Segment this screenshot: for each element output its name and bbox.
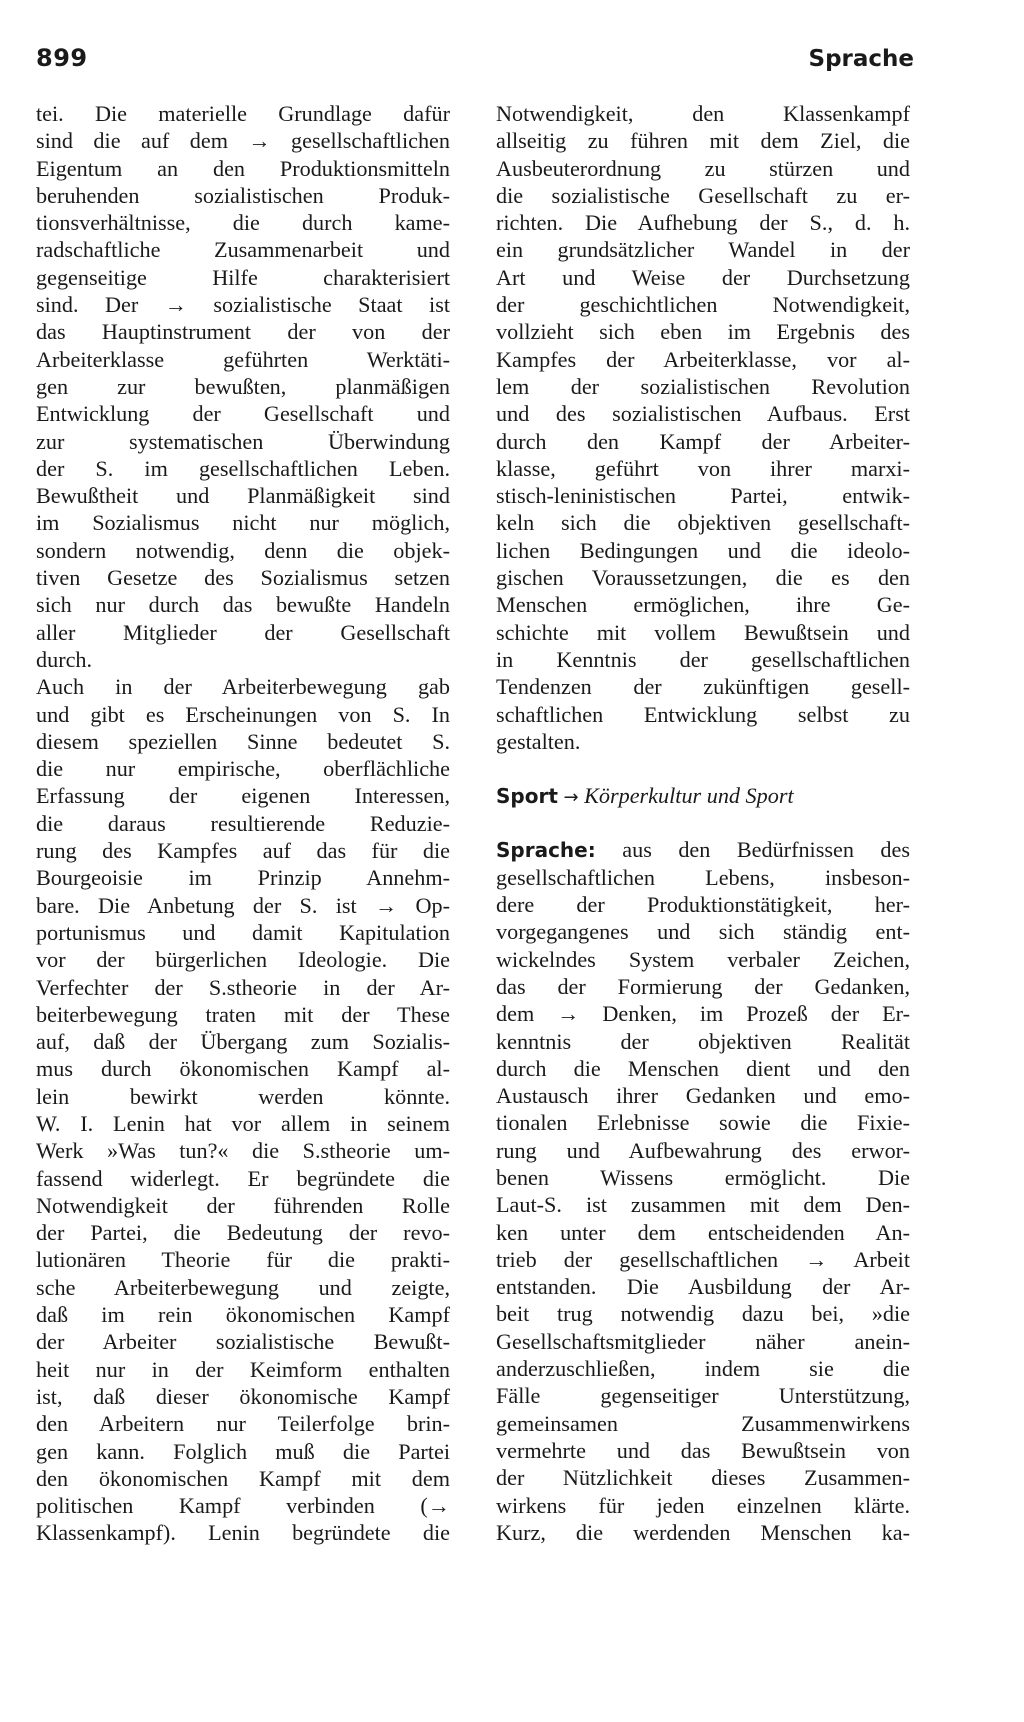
page-number: 899 bbox=[36, 44, 88, 72]
text-line: Menschen ermöglichen, ihre Ge- bbox=[496, 592, 910, 618]
text-line: gestalten. bbox=[496, 728, 581, 754]
text-line: der Arbeiter sozialistische Bewußt- bbox=[36, 1329, 450, 1355]
text-line: W. I. Lenin hat vor allem in seinem bbox=[36, 1110, 450, 1136]
text-line: die sozialistische Gesellschaft zu er- bbox=[496, 182, 910, 208]
text-line: stisch-leninistischen Partei, entwik- bbox=[496, 483, 910, 509]
text-line bbox=[496, 782, 910, 809]
text-line: sche Arbeiterbewegung und zeigte, bbox=[36, 1274, 450, 1300]
text-line: sind die auf dem → gesellschaftlichen bbox=[36, 128, 450, 154]
text-line: zur systematischen Überwindung bbox=[36, 428, 450, 454]
text-line: wickelndes System verbaler Zeichen, bbox=[496, 946, 910, 972]
text-line: daß im rein ökonomischen Kampf bbox=[36, 1302, 450, 1328]
text-line: gischen Voraussetzungen, die es den bbox=[496, 565, 910, 591]
text-line: den Arbeitern nur Teilerfolge brin- bbox=[36, 1411, 450, 1437]
text-line: beiterbewegung traten mit der These bbox=[36, 1001, 450, 1027]
text-line: Eigentum an den Produktionsmitteln bbox=[36, 155, 450, 181]
text-line: richten. Die Aufhebung der S., d. h. bbox=[496, 210, 910, 236]
text-line: Verfechter der S.stheorie in der Ar- bbox=[36, 974, 450, 1000]
text-line: sind. Der → sozialistische Staat ist bbox=[36, 292, 450, 318]
text-line: Bourgeoisie im Prinzip Annehm- bbox=[36, 865, 450, 891]
text-line: der S. im gesellschaftlichen Leben. bbox=[36, 455, 450, 481]
text-line: im Sozialismus nicht nur möglich, bbox=[36, 510, 450, 536]
text-line: politischen Kampf verbinden (→ bbox=[36, 1493, 450, 1519]
text-line: kenntnis der objektiven Realität bbox=[496, 1028, 910, 1054]
right-column bbox=[496, 100, 910, 1546]
text-line: fassend widerlegt. Er begründete die bbox=[36, 1165, 450, 1191]
text-line: Bewußtheit und Planmäßigkeit sind bbox=[36, 483, 450, 509]
text-line: schichte mit vollem Bewußtsein und bbox=[496, 619, 910, 645]
text-line: bare. Die Anbetung der S. ist → Op- bbox=[36, 892, 450, 918]
sprache-entry bbox=[496, 836, 910, 1546]
text-line: Tendenzen der zukünftigen gesell- bbox=[496, 674, 910, 700]
text-line: anderzuschließen, indem sie die bbox=[496, 1356, 910, 1382]
text-line: gen kann. Folglich muß die Partei bbox=[36, 1438, 450, 1464]
text-line: Entwicklung der Gesellschaft und bbox=[36, 401, 450, 427]
text-line: auf, daß der Übergang zum Sozialis- bbox=[36, 1029, 450, 1055]
text-line: gesellschaftlichen Lebens, insbeson- bbox=[496, 864, 910, 890]
text-line: lein bewirkt werden könnte. bbox=[36, 1083, 450, 1109]
text-line: portunismus und damit Kapitulation bbox=[36, 919, 450, 945]
text-line: der Nützlichkeit dieses Zusammen- bbox=[496, 1465, 910, 1491]
text-line: Werk »Was tun?« die S.stheorie um- bbox=[36, 1138, 450, 1164]
text-line: sich nur durch das bewußte Handeln bbox=[36, 592, 450, 618]
text-line: lutionären Theorie für die prakti- bbox=[36, 1247, 450, 1273]
text-line: der Partei, die Bedeutung der revo- bbox=[36, 1220, 450, 1246]
cross-reference-link[interactable]: Körperkultur und Sport bbox=[584, 783, 794, 809]
sport-headword: Sport bbox=[496, 784, 558, 809]
text-line: allseitig zu führen mit dem Ziel, die bbox=[496, 128, 910, 154]
text-line: Klassenkampf). Lenin begründete die bbox=[36, 1520, 450, 1546]
text-line: rung des Kampfes auf das für die bbox=[36, 838, 450, 864]
text-line: der geschichtlichen Notwendigkeit, bbox=[496, 292, 910, 318]
text-line: Ausbeuterordnung zu stürzen und bbox=[496, 155, 910, 181]
left-column bbox=[36, 100, 450, 1547]
text-line: radschaftliche Zusammenarbeit und bbox=[36, 237, 450, 263]
text-line: trieb der gesellschaftlichen → Arbeit bbox=[496, 1246, 910, 1272]
text-line: Art und Weise der Durchsetzung bbox=[496, 264, 910, 290]
text-line: heit nur in der Keimform enthalten bbox=[36, 1356, 450, 1382]
text-line: lichen Bedingungen und die ideolo- bbox=[496, 537, 910, 563]
text-line: ist, daß dieser ökonomische Kampf bbox=[36, 1383, 450, 1409]
text-line: Erfassung der eigenen Interessen, bbox=[36, 783, 450, 809]
text-line: das der Formierung der Gedanken, bbox=[496, 973, 910, 999]
text-line: tionsverhältnisse, die durch kame- bbox=[36, 210, 450, 236]
running-head: Sprache bbox=[808, 46, 914, 72]
text-line: diesem speziellen Sinne bedeutet S. bbox=[36, 728, 450, 754]
text-line: ken unter dem entscheidenden An- bbox=[496, 1219, 910, 1245]
sprache-headword: Sprache: bbox=[496, 838, 596, 863]
text-line: Kampfes der Arbeiterklasse, vor al- bbox=[496, 346, 910, 372]
text-line: durch die Menschen dient und den bbox=[496, 1055, 910, 1081]
text-line: aller Mitglieder der Gesellschaft bbox=[36, 619, 450, 645]
text-line: mus durch ökonomischen Kampf al- bbox=[36, 1056, 450, 1082]
text-line: gemeinsamen Zusammenwirkens bbox=[496, 1410, 910, 1436]
text-line: benen Wissens ermöglicht. Die bbox=[496, 1164, 910, 1190]
text-line: ein grundsätzlicher Wandel in der bbox=[496, 237, 910, 263]
text-line: Laut-S. ist zusammen mit dem Den- bbox=[496, 1192, 910, 1218]
text-line: vor der bürgerlichen Ideologie. Die bbox=[36, 947, 450, 973]
text-line: vermehrte und das Bewußtsein von bbox=[496, 1437, 910, 1463]
text-line: entstanden. Die Ausbildung der Ar- bbox=[496, 1274, 910, 1300]
text-line: beruhenden sozialistischen Produk- bbox=[36, 182, 450, 208]
text-line: in Kenntnis der gesellschaftlichen bbox=[496, 646, 910, 672]
text-line: Kurz, die werdenden Menschen ka- bbox=[496, 1519, 910, 1545]
text-line: dem → Denken, im Prozeß der Er- bbox=[496, 1001, 910, 1027]
text-line: lem der sozialistischen Revolution bbox=[496, 373, 910, 399]
text-line: Arbeiterklasse geführten Werktäti- bbox=[36, 346, 450, 372]
text-line: vorgegangenes und sich ständig ent- bbox=[496, 919, 910, 945]
arrow-right-icon: → bbox=[563, 787, 579, 809]
text-line: Sprache: aus den Bedürfnissen des bbox=[496, 837, 910, 863]
text-line: klasse, geführt von ihrer marxi- bbox=[496, 455, 910, 481]
text-line: keln sich die objektiven gesellschaft- bbox=[496, 510, 910, 536]
text-line: beit trug notwendig dazu bei, »die bbox=[496, 1301, 910, 1327]
text-line: sondern notwendig, denn die objek- bbox=[36, 537, 450, 563]
text-line: tionalen Erlebnisse sowie die Fixie- bbox=[496, 1110, 910, 1136]
text-line: und des sozialistischen Aufbaus. Erst bbox=[496, 401, 910, 427]
text-line: und gibt es Erscheinungen von S. In bbox=[36, 701, 450, 727]
text-line: dere der Produktionstätigkeit, her- bbox=[496, 892, 910, 918]
text-line: Notwendigkeit der führenden Rolle bbox=[36, 1192, 450, 1218]
text-line: die daraus resultierende Reduzie- bbox=[36, 810, 450, 836]
text-line: wirkens für jeden einzelnen klärte. bbox=[496, 1492, 910, 1518]
text-line: schaftlichen Entwicklung selbst zu bbox=[496, 701, 910, 727]
text-line: den ökonomischen Kampf mit dem bbox=[36, 1465, 450, 1491]
text-line: die nur empirische, oberflächliche bbox=[36, 756, 450, 782]
text-line: das Hauptinstrument der von der bbox=[36, 319, 450, 345]
text-line: Auch in der Arbeiterbewegung gab bbox=[36, 674, 450, 700]
text-line: Austausch ihrer Gedanken und emo- bbox=[496, 1083, 910, 1109]
text-line: gegenseitige Hilfe charakterisiert bbox=[36, 264, 450, 290]
text-line: tiven Gesetze des Sozialismus setzen bbox=[36, 565, 450, 591]
text-line: Fälle gegenseitiger Unterstützung, bbox=[496, 1383, 910, 1409]
text-line: Gesellschaftsmitglieder näher anein- bbox=[496, 1328, 910, 1354]
text-line: Notwendigkeit, den Klassenkampf bbox=[496, 101, 910, 126]
text-line: durch den Kampf der Arbeiter- bbox=[496, 428, 910, 454]
text-line: vollzieht sich eben im Ergebnis des bbox=[496, 319, 910, 345]
text-line: durch. bbox=[36, 646, 93, 672]
text-line: gen zur bewußten, planmäßigen bbox=[36, 373, 450, 399]
text-line: rung und Aufbewahrung des erwor- bbox=[496, 1137, 910, 1163]
text-line: tei. Die materielle Grundlage dafür bbox=[36, 101, 450, 126]
sport-entry bbox=[496, 782, 910, 809]
